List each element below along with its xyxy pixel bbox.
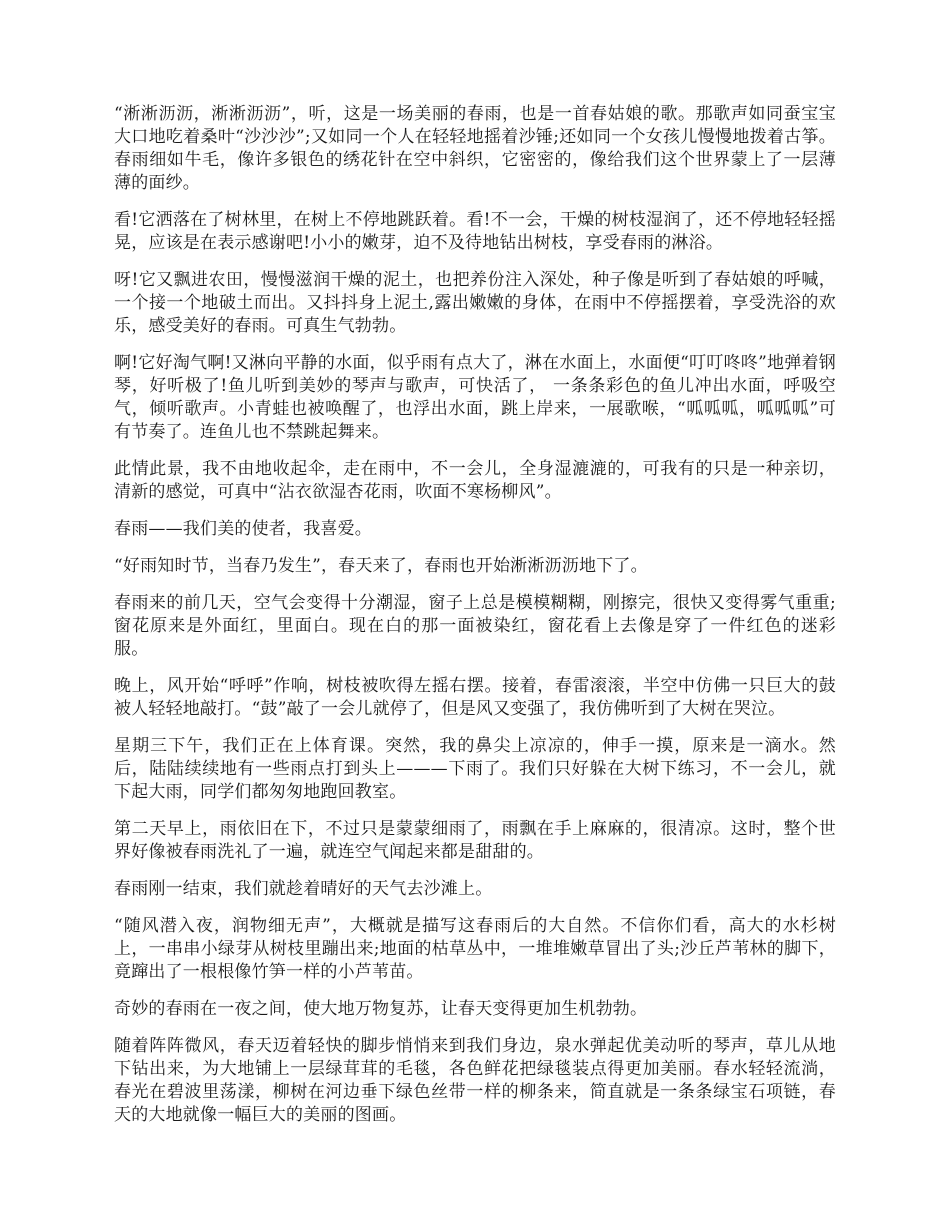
paragraph: “淅淅沥沥，淅淅沥沥”，听，这是一场美丽的春雨，也是一首春姑娘的歌。那歌声如同蚕宝宝大口地吃着桑叶“沙沙沙”;又如同一个人在轻轻地摇着沙锤;还如同一个女孩儿慢慢地拨着古筝。春雨细如牛毛，像许多银色的绣花针在空中斜织，它密密的，像给我们这个世界蒙上了一层薄薄的面纱。 [114,104,836,193]
paragraph: “随风潜入夜，润物细无声”，大概就是描写这春雨后的大自然。不信你们看，高大的水杉树上，一串串小绿芽从树枝里蹦出来;地面的枯草丛中，一堆堆嫩草冒出了头;沙丘芦苇林的脚下，竟蹿出了一根根像竹笋一样的小芦苇苗。 [114,916,836,982]
paragraph: 奇妙的春雨在一夜之间，使大地万物复苏，让春天变得更加生机勃勃。 [114,999,648,1019]
paragraph: 春雨刚一结束，我们就趁着晴好的天气去沙滩上。 [114,879,493,899]
document-body [114,103,836,1141]
paragraph: 看!它洒落在了树林里，在树上不停地跳跃着。看!不一会，干燥的树枝湿润了，还不停地轻轻摇晃，应该是在表示感谢吧!小小的嫩芽，迫不及待地钻出树枝，享受春雨的淋浴。 [114,210,836,253]
paragraph: 随着阵阵微风，春天迈着轻快的脚步悄悄来到我们身边，泉水弹起优美动听的琴声，草儿从地下钻出来，为大地铺上一层绿茸茸的毛毯，各色鲜花把绿毯装点得更加美丽。春水轻轻流淌，春光在碧波里荡漾，柳树在河边垂下绿色丝带一样的柳条来，简直就是一条条绿宝石项链，春天的大地就像一幅巨大的美丽的图画。 [114,1036,836,1125]
paragraph: 此情此景，我不由地收起伞，走在雨中，不一会儿，全身湿漉漉的，可我有的只是一种亲切，清新的感觉，可真中“沾衣欲湿杏花雨，吹面不寒杨柳风”。 [114,459,836,502]
paragraph: 晚上，风开始“呼呼”作响，树枝被吹得左摇右摆。接着，春雷滚滚，半空中仿佛一只巨大的鼓被人轻轻地敲打。“鼓”敲了一会儿就停了，但是风又变强了，我仿佛听到了大树在哭泣。 [114,676,836,719]
paragraph: “好雨知时节，当春乃发生”，春天来了，春雨也开始淅淅沥沥地下了。 [114,556,648,576]
paragraph: 春雨——我们美的使者，我喜爱。 [114,519,372,539]
paragraph: 啊!它好淘气啊!又淋向平静的水面，似乎雨有点大了，淋在水面上，水面便“叮叮咚咚”地弹着钢琴，好听极了!鱼儿听到美妙的琴声与歌声，可快活了， 一条条彩色的鱼儿冲出水面，呼吸空气，倾听歌声。小青蛙也被唤醒了，也浮出水面，跳上岸来，一展歌喉，“呱呱呱，呱呱呱”可有节奏了。连鱼儿也不禁跳起舞来。 [114,353,836,442]
paragraph: 星期三下午，我们正在上体育课。突然，我的鼻尖上凉凉的，伸手一摸，原来是一滴水。然后，陆陆续续地有一些雨点打到头上———下雨了。我们只好躲在大树下练习，不一会儿，就下起大雨，同学们都匆匆地跑回教室。 [114,736,836,802]
paragraph: 第二天早上，雨依旧在下，不过只是蒙蒙细雨了，雨飘在手上麻麻的，很清凉。这时，整个世界好像被春雨洗礼了一遍，就连空气闻起来都是甜甜的。 [114,819,836,862]
paragraph: 呀!它又飘进农田，慢慢滋润干燥的泥土，也把养份注入深处，种子像是听到了春姑娘的呼喊，一个接一个地破土而出。又抖抖身上泥土,露出嫩嫩的身体，在雨中不停摇摆着，享受洗浴的欢乐，感受美好的春雨。可真生气勃勃。 [114,270,836,336]
paragraph: 春雨来的前几天，空气会变得十分潮湿，窗子上总是模模糊糊，刚擦完，很快又变得雾气重重;窗花原来是外面红，里面白。现在白的那一面被染红，窗花看上去像是穿了一件红色的迷彩服。 [114,593,836,659]
